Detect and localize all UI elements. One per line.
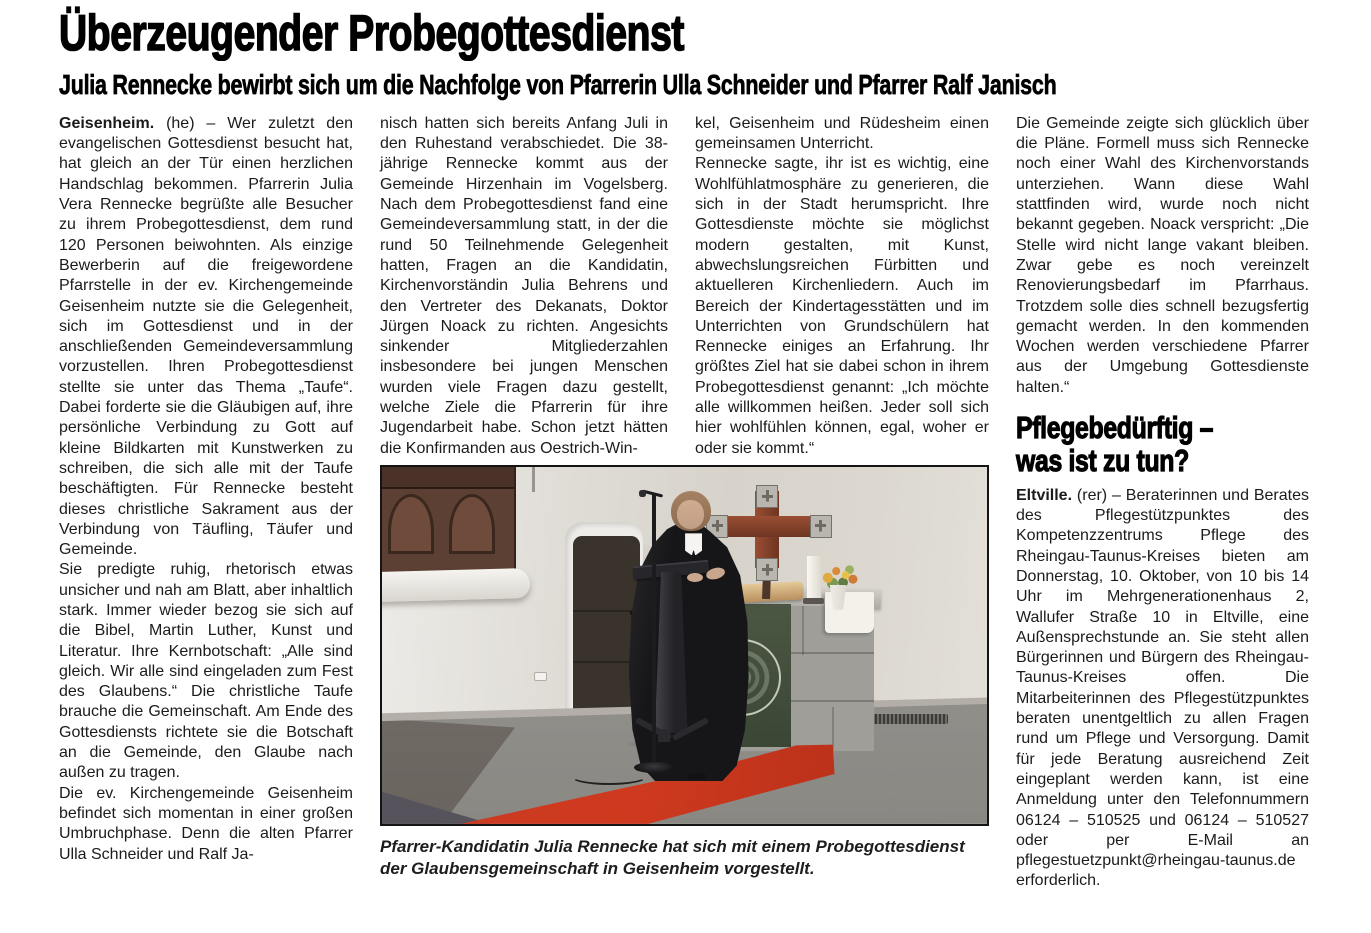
article-columns: [59, 114, 1312, 892]
pulpit-cornice: [380, 465, 514, 489]
church-photo: [380, 465, 989, 826]
article-paragraph: nisch hatten sich bereits Anfang Juli in den Ruhestand verabschiedet. Die 38-jährige Rennecke kommt aus der Gemeinde Hirzenhain im Vogelsberg. Nach dem Probegottesdienst fand eine Gemeindeversammlung statt, in der die rund 50 Teilnehmende Gelegenheit hatten, Fragen an die Kandidatin, Kirchenvorständin Julia Behrens und den Vertreter des Dekanats, Doktor Jürgen Noack zu richten. Angesichts sinkender Mitgliederzahlen insbesondere bei jungen Menschen wurden viele Fragen dazu gestellt, welche Ziele die Pfarrerin für ihre Jugendarbeit habe. Schon jetzt hätten die Konfirmanden aus Oestrich-Win-: [380, 114, 668, 457]
pulpit-arch-panel: [449, 494, 495, 554]
article-paragraph: Die ev. Kirchengemeinde Geisenheim befindet sich momentan in einer großen Umbruchphase. Denn die alten Pfarrer Ulla Schneider und Ralf Ja-: [59, 784, 353, 863]
wall-pipe: [532, 467, 535, 492]
pastor-hand-left: [687, 573, 703, 582]
main-headline: [59, 5, 1312, 61]
pastor-face: [677, 500, 704, 529]
dateline-location: Geisenheim.: [59, 114, 155, 132]
pulpit-ledge: [380, 568, 531, 602]
column-2: [380, 114, 668, 459]
wall-outlet: [534, 672, 547, 681]
second-headline: [1016, 412, 1309, 478]
mic-stand-pole: [652, 494, 655, 769]
church-photo-figure: [380, 465, 989, 880]
sub-headline: [59, 71, 1312, 100]
article-paragraph: Sie predigte ruhig, rhetorisch etwas unsicher und nah am Blatt, aber inhaltlich stark. Immer wieder bezog sie sich auf die Bibel, Martin Luther, Kunst und Literatur. Ihre Kernbotschaft: „Alle sind gleich. Wir alle sind eingeladen zum Fest des Glaubens.“ Die christliche Taufe brauche die Gemeinschaft. Am Ende des Gottesdiensts richtete sie die Botschaft an die Gemeinde, den Glaube nach außen zu tragen.: [59, 561, 353, 782]
altar-bible: [739, 581, 804, 602]
mic-base: [634, 762, 674, 773]
altar-candle: [807, 556, 821, 600]
pulpit: [380, 465, 516, 576]
door: [573, 536, 640, 722]
cross-cap-bottom: [756, 558, 778, 581]
column-4: [1016, 114, 1309, 892]
middle-text: [380, 114, 989, 459]
sub-headline-text: Julia Rennecke bewirbt sich um die Nachfolge von Pfarrerin Ulla Schneider und Pfarrer Ralf Janisch: [59, 69, 1057, 100]
article-paragraph: kel, Geisenheim und Rüdesheim einen gemeinsamen Unterricht.: [695, 114, 989, 153]
dateline-location: Eltville.: [1016, 486, 1073, 504]
article-paragraph: [59, 114, 353, 561]
pastor-shoe: [688, 773, 706, 780]
column-3: [695, 114, 989, 459]
article-paragraph: Die Gemeinde zeigte sich glücklich über die Pläne. Formell muss sich Rennecke noch einer Wahl des Kirchenvorstands unterziehen. Wann diese Wahl stattfinden wird, wurde noch nicht bekannt gegeben. Noack verspricht: „Die Stelle wird nicht lange vakant bleiben. Zwar gebe es noch vereinzelt Renovierungsbedarf im Pfarrhaus. Trotzdem solle dies schnell bezugsfertig gemacht werden. In den kommenden Wochen werden verschiedene Pfarrer aus der Umgebung Gottesdienste halten.“: [1016, 114, 1309, 396]
main-headline-text: Überzeugender Probegottesdienst: [59, 5, 685, 61]
paragraph-text: (rer) – Beraterinnen und Berates des Pflegestützpunktes des Kompetenzzentrums Pflege des Rheingau-Taunus-Kreises bieten am Donnerstag, 10. Oktober, von 10 bis 14 Uhr im Mehrgenerationenhaus 2, Wallufer Straße 10 in Eltville, eine Außensprechstunde an. Sie steht allen Bürgerinnen und Bürgern des Rheingau-Taunus-Kreises offen. Die Mitarbeiterinnen des Pflegestützpunktes beraten unentgeltlich zu allen Fragen rund um Pflege und Versorgung. Damit für jede Beratung ausreichend Zeit eingeplant werden kann, ist eine Anmeldung unter den Telefonnummern 06124 – 510525 und 06124 – 510527 oder per E-Mail an pflegestuetzpunkt@rheingau-taunus.de erforderlich.: [1016, 486, 1310, 890]
lectern-leg-front: [658, 729, 670, 741]
radiator-grille: [863, 714, 948, 724]
second-headline-line1: Pflegebedürftig –: [1016, 410, 1214, 446]
cross-cap-right: [810, 515, 832, 538]
article-paragraph: [1016, 486, 1309, 892]
second-headline-line2: was ist zu tun?: [1016, 442, 1189, 478]
columns-2-3: [380, 114, 989, 892]
photo-caption: Pfarrer-Kandidatin Julia Rennecke hat sich mit einem Probegottesdienst der Glaubensgemeinschaft in Geisenheim vorgestellt.: [380, 836, 965, 878]
cross-horizontal-beam: [712, 516, 822, 537]
cross-cap-top: [756, 485, 778, 508]
candle-holder: [803, 598, 824, 604]
article-paragraph: Rennecke sagte, ihr ist es wichtig, eine Wohlfühlatmosphäre zu generieren, die sich in der Stadt herumspricht. Ihre Gottesdienste möchte sie möglichst modern gestalten, mit Kunst, abwechslungsreichen Fürbitten und aktuelleren Kirchenliedern. Auch im Bereich der Kindertagesstätten und im Unterrichten von Grundschülern hat Rennecke einiges an Erfahrung. Ihr größtes Ziel hat sie dabei schon in ihrem Probegottesdienst genannt: „Ich möchte alle willkommen heißen. Jeder soll sich hier wohlfühlen können, egal, woher er oder sie kommt.“: [695, 155, 989, 457]
column-1: [59, 114, 353, 892]
pulpit-arch-panel: [388, 494, 434, 554]
paragraph-text: (he) – Wer zuletzt den evangelischen Gottesdienst besucht hat, hat gleich an der Tür einen herzlichen Handschlag bekommen. Pfarrerin Julia Vera Rennecke begrüßte alle Besucher zu ihrem Probegottesdienst, dem rund 120 Personen beiwohnten. Als einzige Bewerberin auf die freigewordene Pfarrstelle in der ev. Kirchengemeinde Geisenheim nutzte sie die Gelegenheit, sich im Gottesdienst und in der anschließenden Gemeindeversammlung vorzustellen. Ihren Probegottesdienst stellte sie unter das Thema „Taufe“. Dabei forderte sie die Gläubigen auf, ihre persönliche Verbindung zu Gott auf kleine Bildkarten mit Kunstwerken zu schreiben, die sich alle mit der Taufe beschäftigten. Für Rennecke besteht dieses christliche Sakrament aus der Verbindung von Täufling, Täufer und Gemeinde.: [59, 114, 353, 559]
mic-head: [639, 490, 646, 496]
